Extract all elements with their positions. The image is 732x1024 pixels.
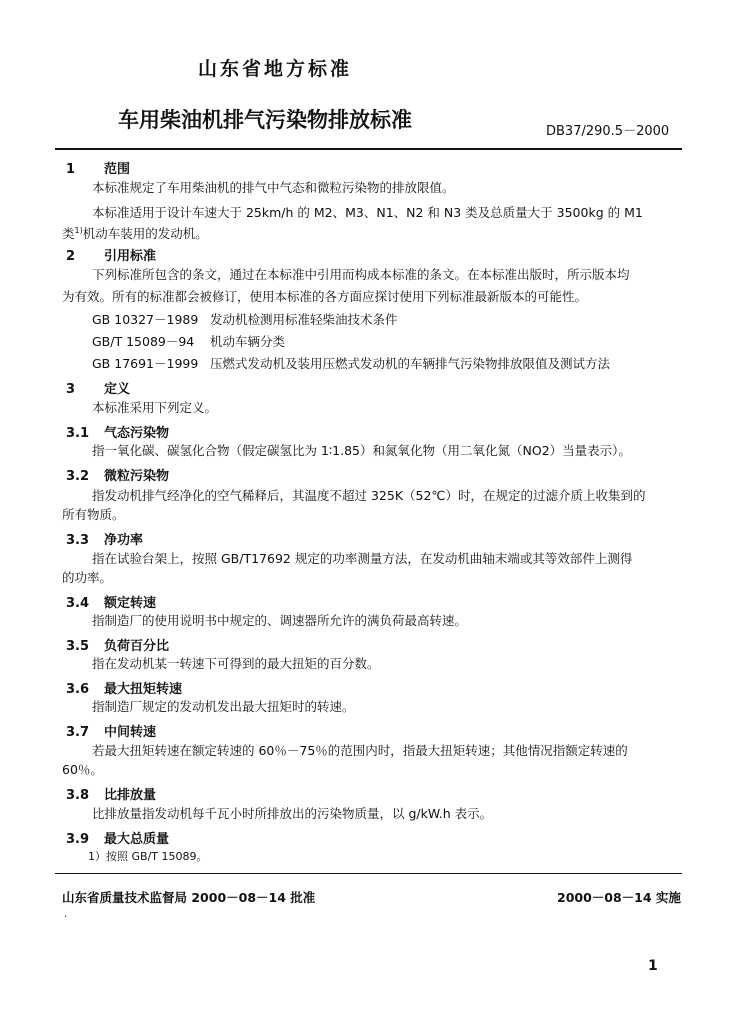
reference-name: 发动机检测用标准轻柴油技术条件	[210, 312, 398, 327]
definition-number: 3.2	[66, 469, 90, 484]
paragraph: 60％。	[62, 762, 103, 777]
definition-heading	[66, 529, 143, 548]
reference-item	[92, 357, 610, 371]
definition-number: 3.8	[66, 788, 90, 803]
definition-heading	[66, 678, 182, 697]
paragraph: 为有效。所有的标准都会被修订，使用本标准的各方面应探讨使用下列标准最新版本的可能性。	[62, 289, 588, 304]
definition-title: 比排放量	[104, 788, 157, 803]
definition-number: 3.1	[66, 426, 90, 441]
paragraph: 本标准规定了车用柴油机的排气中气态和微粒污染物的排放限值。	[92, 180, 455, 195]
section-number: 2	[66, 249, 76, 264]
paragraph-text: 类	[62, 226, 75, 242]
section-3-heading	[66, 378, 130, 397]
definition-title: 微粒污染物	[104, 469, 170, 484]
paragraph: 若最大扭矩转速在额定转速的 60％－75％的范围内时，指最大扭矩转速；其他情况指额定转速的	[92, 743, 628, 758]
paragraph: 下列标准所包含的条文，通过在本标准中引用而构成本标准的条文。在本标准出版时，所示版本均	[92, 267, 630, 282]
standard-code: DB37/290.5－2000	[546, 124, 670, 139]
reference-code: GB/T 15089－94	[92, 334, 195, 349]
paragraph: 指发动机排气经净化的空气稀释后，其温度不超过 325K（52℃）时，在规定的过滤介质上收集到的	[92, 488, 646, 503]
section-number: 3	[66, 382, 76, 397]
definition-heading	[66, 422, 169, 441]
reference-name: 机动车辆分类	[210, 334, 286, 349]
definition-title: 最大总质量	[104, 832, 170, 847]
definition-title: 中间转速	[104, 725, 157, 740]
issuer-heading: 山东省地方标准	[197, 58, 352, 80]
paragraph: 指一氧化碳、碳氢化合物（假定碳氢比为 1∶1.85）和氮氧化物（用二氧化氮（NO2）当量表示）。	[92, 443, 631, 458]
definition-title: 额定转速	[104, 596, 157, 611]
reference-code: GB 17691－1999	[92, 356, 199, 371]
document-title: 车用柴油机排气污染物排放标准	[118, 108, 412, 132]
reference-item	[92, 313, 398, 327]
reference-code: GB 10327－1989	[92, 312, 199, 327]
header-rule	[55, 148, 682, 150]
definition-number: 3.5	[66, 639, 90, 654]
paragraph: 指制造厂规定的发动机发出最大扭矩时的转速。	[92, 699, 355, 714]
paragraph: 比排放量指发动机每千瓦小时所排放出的污染物质量，以 g/kW.h 表示。	[92, 806, 493, 821]
definition-title: 净功率	[104, 533, 144, 548]
paragraph	[62, 224, 208, 241]
section-1-heading	[66, 158, 130, 177]
footnote: 1）按照 GB/T 15089。	[88, 850, 208, 863]
section-title: 定义	[104, 382, 131, 397]
definition-number: 3.6	[66, 682, 90, 697]
definition-title: 气态污染物	[104, 426, 170, 441]
footer-rule	[55, 873, 682, 874]
paragraph: 指在发动机某一转速下可得到的最大扭矩的百分数。	[92, 656, 380, 671]
approval-line: 山东省质量技术监督局 2000－08－14 批准	[62, 890, 316, 905]
definition-heading	[66, 784, 156, 803]
stray-mark: ·	[64, 912, 68, 923]
page-number: 1	[648, 958, 658, 974]
paragraph: 指制造厂的使用说明书中规定的、调速器所允许的满负荷最高转速。	[92, 613, 468, 628]
section-number: 1	[66, 162, 76, 177]
reference-name: 压燃式发动机及装用压燃式发动机的车辆排气污染物排放限值及测试方法	[210, 356, 611, 371]
definition-heading	[66, 592, 156, 611]
paragraph: 本标准采用下列定义。	[92, 400, 218, 415]
definition-number: 3.9	[66, 832, 90, 847]
section-title: 范围	[104, 162, 131, 177]
definition-heading	[66, 635, 169, 654]
section-title: 引用标准	[104, 249, 157, 264]
section-2-heading	[66, 245, 156, 264]
definition-title: 最大扭矩转速	[104, 682, 183, 697]
paragraph-text: 机动车装用的发动机。	[82, 226, 208, 242]
footnote-marker: 1)	[74, 226, 83, 235]
effective-date-line: 2000－08－14 实施	[557, 890, 681, 905]
paragraph: 所有物质。	[62, 507, 125, 522]
paragraph: 的功率。	[62, 570, 113, 585]
definition-heading	[66, 721, 156, 740]
paragraph: 指在试验台架上，按照 GB/T17692 规定的功率测量方法，在发动机曲轴末端或其等效部件上测得	[92, 551, 633, 566]
definition-title: 负荷百分比	[104, 639, 170, 654]
definition-number: 3.3	[66, 533, 90, 548]
paragraph: 本标准适用于设计车速大于 25km/h 的 M2、M3、N1、N2 和 N3 类及总质量大于 3500kg 的 M1	[92, 205, 643, 220]
definition-heading	[66, 828, 169, 847]
definition-heading	[66, 465, 169, 484]
definition-number: 3.7	[66, 725, 90, 740]
definition-number: 3.4	[66, 596, 90, 611]
reference-item	[92, 335, 285, 349]
